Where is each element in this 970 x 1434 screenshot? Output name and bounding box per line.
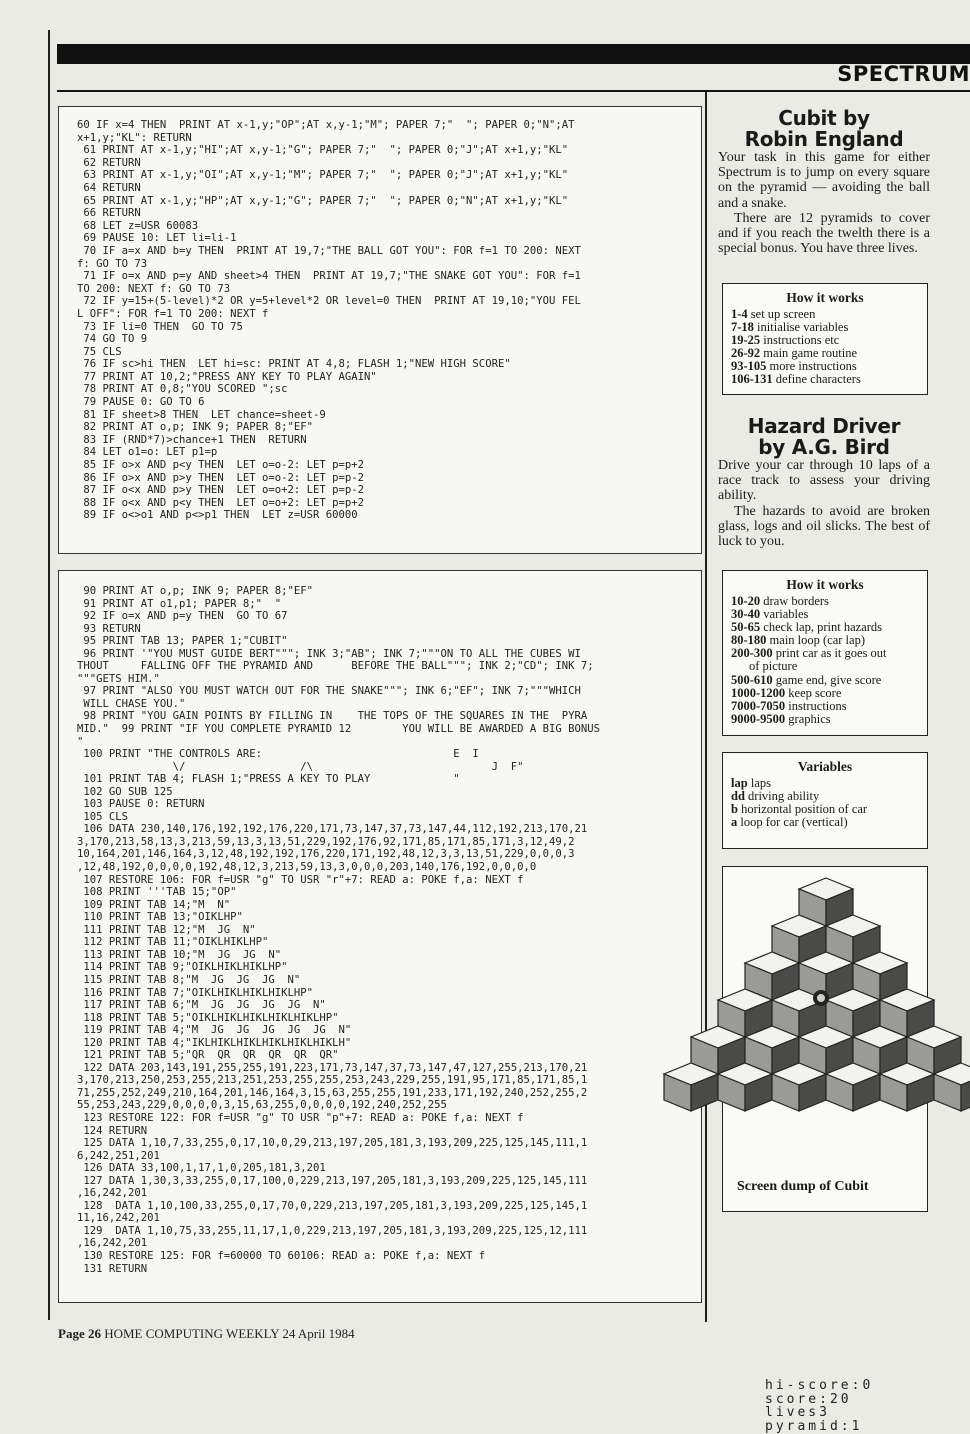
screen-dump <box>722 866 928 1434</box>
row-key: 1000-1200 <box>731 685 786 700</box>
page-footer <box>58 1326 355 1342</box>
row-key: 93-105 <box>731 359 767 374</box>
article-paragraph: Your task in this game for either Spectrum is to jump on every square on the pyramid — avoiding the ball and a snake. <box>718 150 930 211</box>
title-line: Cubit by <box>778 106 870 130</box>
row-value: keep score <box>788 685 842 700</box>
hud-line: pyramid:1 <box>765 1418 863 1434</box>
box-rows <box>731 777 919 829</box>
row-key: 7000-7050 <box>731 698 786 713</box>
pyramid-illustration <box>723 867 929 1213</box>
row-value: laps <box>750 776 771 790</box>
row-key: 1-4 <box>731 307 748 321</box>
box-rows <box>731 595 919 726</box>
title-line: by A.G. Bird <box>758 435 890 459</box>
row-value: of picture <box>749 659 798 674</box>
header-bar <box>57 44 970 64</box>
row-key: 10-20 <box>731 594 761 608</box>
title-line: Robin England <box>744 127 904 151</box>
section-label: SPECTRUM <box>837 62 970 86</box>
row-value: graphics <box>788 711 831 726</box>
screen-dump-caption: Screen dump of Cubit <box>737 1179 869 1194</box>
row-value: set up screen <box>750 307 816 321</box>
row-key: 80-180 <box>731 633 767 648</box>
row-key: 30-40 <box>731 607 761 622</box>
box-title: How it works <box>786 577 864 592</box>
row-key: lap <box>731 776 748 790</box>
row-value: driving ability <box>748 789 820 804</box>
hazard-variables-box <box>722 752 928 849</box>
row-key: a <box>731 815 738 830</box>
article-paragraph: The hazards to avoid are broken glass, logs and oil slicks. The best of luck to you. <box>718 503 930 550</box>
row-value: main game routine <box>763 346 858 361</box>
publication-name: HOME COMPUTING WEEKLY 24 April 1984 <box>104 1326 355 1341</box>
hazard-how-it-works-box <box>722 570 928 736</box>
box-title: Variables <box>797 759 853 774</box>
box-row <box>731 816 919 829</box>
row-key: 9000-9500 <box>731 711 786 726</box>
article-paragraph: There are 12 pyramids to cover and if you reach the twelth there is a special bonus. You have three lives. <box>718 210 930 257</box>
row-value: loop for car (vertical) <box>740 815 848 830</box>
hud-line: hi-score:0 <box>765 1378 874 1393</box>
box-title: How it works <box>786 290 864 305</box>
row-value: check lap, print hazards <box>763 620 882 635</box>
listing-text: 90 PRINT AT o,p; INK 9; PAPER 8;"EF" 91 PRINT AT o1,p1; PAPER 8;" " 92 IF o=x AND p=y THEN GO TO 67 93 RETURN 95 PRINT TAB 13; PAPER 1;"CUBIT" 96 PRINT '"YOU MUST GUIDE BERT"""; INK 3;"AB"; INK 7;"""ON TO ALL THE CUBES WI THOUT FALLING OFF THE PYRAMID AND BEFORE THE BALL"""; INK 2;"CD"; INK 7; """GETS HIM." 97 PRINT "ALSO YOU MUST WATCH OUT FOR THE SNAKE"""; INK 6;"EF"; INK 7;"""WHICH WILL CHASE YOU." 98 PRINT "YOU GAIN POINTS BY FILLING IN THE TOPS OF THE SQUARES IN THE PYRA MID." 99 PRINT "IF YOU COMPLETE PYRAMID 12 YOU WILL BE AWARDED A BIG BONUS " 100 PRINT "THE CONTROLS ARE: E I \/ /\ J F" 101 PRINT TAB 4; FLASH 1;"PRESS A KEY TO PLAY " 102 GO SUB 125 103 PAUSE 0: RETURN 105 CLS 106 DATA 230,140,176,192,192,176,220,171,73,147,37,73,147,44,112,192,213,170,21 3,170,213,58,13,3,213,59,13,3,13,51,229,192,176,92,171,85,171,85,171,3,12,49,2 10,164,201,146,164,3,12,48,192,192,176,220,171,192,48,12,3,3,13,51,229,0,0,0,3 ,12,48,192,0,0,0,0,192,48,12,3,213,59,13,3,0,0,0,203,140,176,192,0,0,0,0 107 RESTORE 106: FOR f=USR "g" TO USR "r"+7: READ a: POKE f,a: NEXT f 108 PRINT '''TAB 15;"OP" 109 PRINT TAB 14;"M N" 110 PRINT TAB 13;"OIKLHP" 111 PRINT TAB 12;"M JG N" 112 PRINT TAB 11;"OIKLHIKLHP" 113 PRINT TAB 10;"M JG JG N" 114 PRINT TAB 9;"OIKLHIKLHIKLHP" 115 PRINT TAB 8;"M JG JG JG N" 116 PRINT TAB 7;"OIKLHIKLHIKLHIKLHP" 117 PRINT TAB 6;"M JG JG JG JG N" 118 PRINT TAB 5;"OIKLHIKLHIKLHIKLHIKLHP" 119 PRINT TAB 4;"M JG JG JG JG JG N" 120 PRINT TAB 4;"IKLHIKLHIKLHIKLHIKLHIKLH" 121 PRINT TAB 5;"QR QR QR QR QR QR" 122 DATA 203,143,191,255,255,191,223,171,73,147,37,73,147,47,127,255,213,170,21 3,170,213,250,253,255,213,251,253,255,255,253,243,229,255,191,95,171,85,171,85,1 71,255,252,249,210,164,201,146,164,3,15,63,255,255,191,233,171,192,240,252,255,2 55,253,243,229,0,0,0,0,3,15,63,255,0,0,0,0,192,240,252,255 123 RESTORE 122: FOR f=USR "g" TO USR "p"+7: READ a: POKE f,a: NEXT f 124 RETURN 125 DATA 1,10,7,33,255,0,17,10,0,29,213,197,205,181,3,193,209,225,125,145,111,1 6,242,251,201 126 DATA 33,100,1,17,1,0,205,181,3,201 127 DATA 1,30,3,33,255,0,17,100,0,229,213,197,205,181,3,193,209,225,125,145,111 ,16,242,201 128 DATA 1,10,100,33,255,0,17,70,0,229,213,197,205,181,3,193,209,225,125,145,1 11,16,242,201 129 DATA 1,10,75,33,255,11,17,1,0,229,213,197,205,181,3,193,209,225,125,12,111 ,16,242,201 130 RESTORE 125: FOR f=60000 TO 60106: READ a: POKE f,a: NEXT f 131 RETURN <box>77 585 600 1275</box>
listing-text: 60 IF x=4 THEN PRINT AT x-1,y;"OP";AT x,y-1;"M"; PAPER 7;" "; PAPER 0;"N";AT x+1,y;"KL": RETURN 61 PRINT AT x-1,y;"HI";AT x,y-1;"G"; PAPER 7;" "; PAPER 0;"J";AT x+1,y;"KL" 62 RETURN 63 PRINT AT x-1,y;"OI";AT x,y-1;"M"; PAPER 7;" "; PAPER 0;"J";AT x+1,y;"KL" 64 RETURN 65 PRINT AT x-1,y;"HP";AT x,y-1;"G"; PAPER 7;" "; PAPER 0;"N";AT x+1,y;"KL" 66 RETURN 68 LET z=USR 60083 69 PAUSE 10: LET li=li-1 70 IF a=x AND b=y THEN PRINT AT 19,7;"THE BALL GOT YOU": FOR f=1 TO 200: NEXT f: GO TO 73 71 IF o=x AND p=y AND sheet>4 THEN PRINT AT 19,7;"THE SNAKE GOT YOU": FOR f=1 TO 200: NEXT f: GO TO 73 72 IF y=15+(5-level)*2 OR y=5+level*2 OR level=0 THEN PRINT AT 19,10;"YOU FEL L OFF": FOR f=1 TO 200: NEXT f 73 IF li=0 THEN GO TO 75 74 GO TO 9 75 CLS 76 IF sc>hi THEN LET hi=sc: PRINT AT 4,8; FLASH 1;"NEW HIGH SCORE" 77 PRINT AT 10,2;"PRESS ANY KEY TO PLAY AGAIN" 78 PRINT AT 0,8;"YOU SCORED ";sc 79 PAUSE 0: GO TO 6 81 IF sheet>8 THEN LET chance=sheet-9 82 PRINT AT o,p; INK 9; PAPER 8;"EF" 83 IF (RND*7)>chance+1 THEN RETURN 84 LET o1=o: LET p1=p 85 IF o>x AND p<y THEN LET o=o-2: LET p=p+2 86 IF o>x AND p>y THEN LET o=o-2: LET p=p-2 87 IF o<x AND p>y THEN LET o=o+2: LET p=p-2 88 IF o<x AND p<y THEN LET o=o+2: LET p=p+2 89 IF o<>o1 AND p<>p1 THEN LET z=USR 60000 <box>77 119 581 522</box>
program-listing-part2 <box>58 570 702 1303</box>
ball-highlight-icon <box>817 994 825 1002</box>
page-number: Page 26 <box>58 1326 101 1341</box>
hud-line: lives3 <box>765 1405 830 1420</box>
hud-line: score:20 <box>765 1391 852 1407</box>
program-listing-part1 <box>58 106 702 554</box>
row-key: 7-18 <box>731 320 754 335</box>
row-value: define characters <box>775 372 861 387</box>
row-key: 50-65 <box>731 620 761 635</box>
row-value: print car as it goes out <box>775 646 887 661</box>
row-value: horizontal position of car <box>741 802 868 817</box>
game-hud <box>765 1379 873 1433</box>
row-key: 19-25 <box>731 333 761 348</box>
row-value: variables <box>763 607 809 622</box>
row-value: instructions <box>788 698 847 713</box>
row-key: dd <box>731 789 745 804</box>
column-rule <box>705 92 707 1322</box>
box-row <box>731 373 919 386</box>
row-key: 26-92 <box>731 346 761 361</box>
row-value: initialise variables <box>757 320 849 335</box>
cubit-how-it-works-box <box>722 283 928 395</box>
header-rule <box>57 90 970 92</box>
cubit-article <box>718 108 930 256</box>
row-value: game end, give score <box>775 672 882 687</box>
box-rows <box>731 308 919 387</box>
hazard-article <box>718 416 930 549</box>
row-value: draw borders <box>763 594 829 608</box>
box-row <box>731 713 919 726</box>
row-key: b <box>731 802 738 817</box>
row-value: main loop (car lap) <box>769 633 865 648</box>
article-title <box>718 108 930 150</box>
article-title <box>718 416 930 458</box>
page-left-rule <box>48 30 50 1320</box>
row-key: 200-300 <box>731 646 773 661</box>
row-key: 500-610 <box>731 672 773 687</box>
title-line: Hazard Driver <box>747 414 901 438</box>
article-paragraph: Drive your car through 10 laps of a race track to assess your driving ability. <box>718 458 930 504</box>
row-key: 106-131 <box>731 372 773 387</box>
row-value: instructions etc <box>763 333 840 348</box>
row-value: more instructions <box>769 359 857 374</box>
